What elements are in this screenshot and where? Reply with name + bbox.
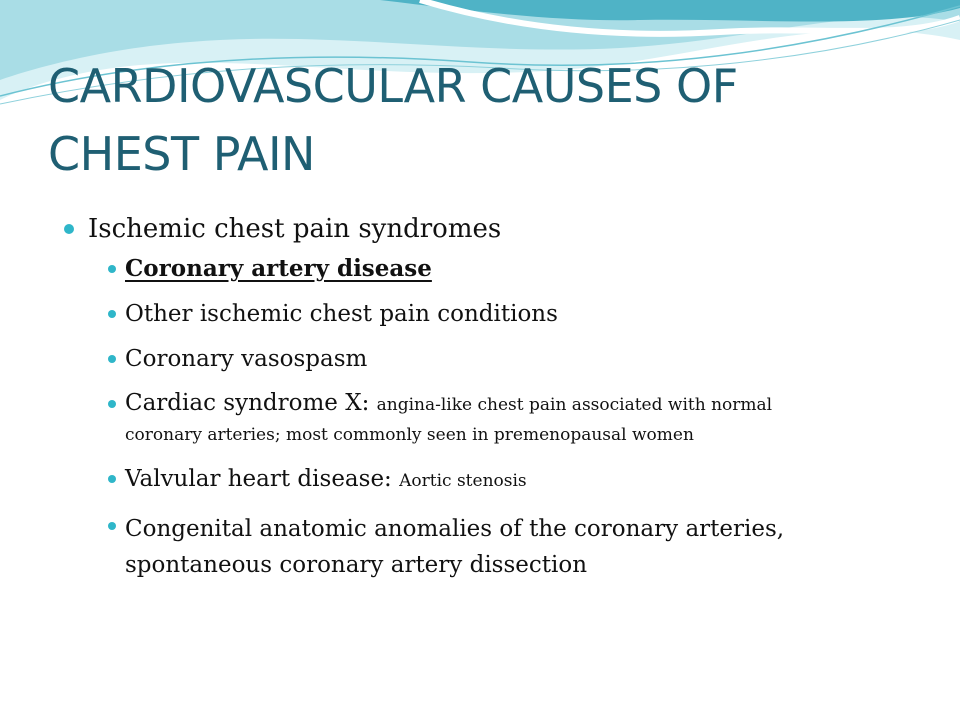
sub-bullet-vasospasm	[88, 344, 942, 374]
sub-bullet-valvular-label: Valvular heart disease:	[125, 466, 392, 492]
bullet-dot-icon	[108, 400, 116, 408]
sub-bullet-vasospasm-text: Coronary vasospasm	[125, 346, 368, 372]
sub-bullet-other-text: Other ischemic chest pain conditions	[125, 301, 558, 327]
bullet-list	[62, 208, 942, 598]
title-line-2: CHEST PAIN	[48, 127, 315, 181]
sub-bullet-congenital-line-1: Congenital anatomic anomalies of the coronary arteries,	[125, 516, 785, 542]
sub-bullet-syndrome-x-detail-1: angina-like chest pain associated with normal	[376, 395, 773, 415]
sub-bullet-syndrome-x	[88, 389, 942, 449]
bullet-dot-icon	[108, 265, 116, 273]
sub-bullet-syndrome-x-detail-2: coronary arteries; most commonly seen in premenopausal women	[125, 425, 694, 445]
bullet-dot-icon	[108, 355, 116, 363]
title-line-1: CARDIOVASCULAR CAUSES OF	[48, 59, 738, 113]
sub-bullet-valvular	[88, 464, 942, 496]
bullet-ischemic	[62, 208, 942, 583]
bullet-dot-icon	[64, 224, 74, 234]
bullet-dot-icon	[108, 522, 116, 530]
sub-bullet-cad-text: Coronary artery disease	[125, 255, 432, 282]
sub-bullet-other	[88, 299, 942, 329]
slide-title	[48, 52, 928, 188]
sub-bullet-syndrome-x-label: Cardiac syndrome X:	[125, 390, 370, 416]
bullet-dot-icon	[108, 310, 116, 318]
sub-bullet-list	[88, 254, 942, 583]
sub-bullet-congenital-line-2: spontaneous coronary artery dissection	[125, 552, 588, 578]
sub-bullet-congenital	[88, 511, 942, 583]
bullet-dot-icon	[108, 475, 116, 483]
sub-bullet-valvular-detail: Aortic stenosis	[399, 471, 527, 491]
bullet-ischemic-text: Ischemic chest pain syndromes	[88, 214, 502, 244]
sub-bullet-cad	[88, 254, 942, 284]
